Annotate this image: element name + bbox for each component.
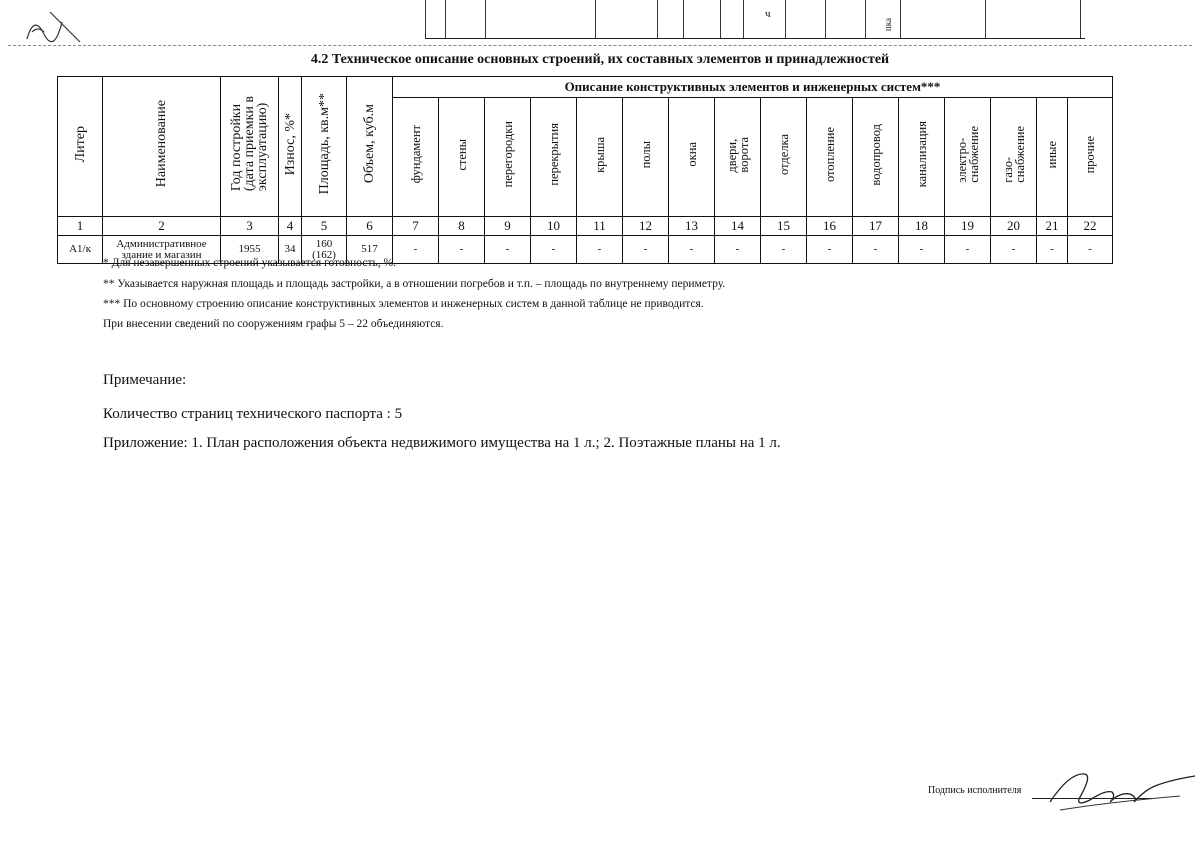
column-number-row (58, 217, 1113, 236)
col-header-electricity: электро- снабжение (945, 98, 991, 217)
cell-liter: А1/к (58, 236, 103, 264)
col-num: 13 (669, 217, 715, 236)
col-num: 18 (899, 217, 945, 236)
col-num: 16 (807, 217, 853, 236)
col-num: 12 (623, 217, 669, 236)
col-header-area: Площадь, кв.м** (302, 77, 347, 217)
cell-element: - (531, 236, 577, 264)
col-num: 10 (531, 217, 577, 236)
table-title: 4.2 Техническое описание основных строений, их составных элементов и принадлежностей (310, 52, 890, 67)
col-header-partitions: перегородки (485, 98, 531, 217)
col-num: 22 (1068, 217, 1113, 236)
col-header-volume: Объем, куб.м (347, 77, 393, 217)
top-scan-strip (425, 0, 1085, 39)
cell-element: - (853, 236, 899, 264)
col-header-windows: окна (669, 98, 715, 217)
remark-label: Примечание: (103, 372, 187, 388)
signature-scribble (1030, 762, 1200, 817)
col-num: 4 (279, 217, 302, 236)
cell-volume: 517 (347, 236, 393, 264)
col-header-liter: Литер (58, 77, 103, 217)
col-header-roof: крыша (577, 98, 623, 217)
col-num: 1 (58, 217, 103, 236)
pages-count-text: Количество страниц технического паспорта : 5 (103, 406, 403, 422)
cell-element: - (1037, 236, 1068, 264)
col-num: 21 (1037, 217, 1068, 236)
col-header-floors-slabs: перекрытия (531, 98, 577, 217)
col-header-name: Наименование (103, 77, 221, 217)
footnote-4: При внесении сведений по сооружениям графы 5 – 22 объединяются. (103, 318, 444, 330)
cell-element: - (1068, 236, 1113, 264)
col-header-misc: прочие (1068, 98, 1113, 217)
col-header-walls: стены (439, 98, 485, 217)
col-num: 17 (853, 217, 899, 236)
header-rule (8, 45, 1192, 46)
cell-name: Административное здание и магазин (103, 236, 221, 264)
footnote-3: *** По основному строению описание конструктивных элементов и инженерных систем в данной таблице не приводится. (103, 298, 704, 310)
technical-description-table (57, 76, 1113, 264)
cell-element: - (439, 236, 485, 264)
col-header-water: водопровод (853, 98, 899, 217)
appendix-text: Приложение: 1. План расположения объекта недвижимого имущества на 1 л.; 2. Поэтажные планы на 1 л. (103, 435, 781, 451)
col-header-gas: газо- снабжение (991, 98, 1037, 217)
col-header-other: иные (1037, 98, 1068, 217)
col-num: 7 (393, 217, 439, 236)
col-num: 3 (221, 217, 279, 236)
group-header: Описание конструктивных элементов и инженерных систем*** (393, 77, 1113, 98)
cell-element: - (945, 236, 991, 264)
cell-element: - (669, 236, 715, 264)
footnote-1: * Для незавершенных строений указывается готовность, %. (103, 257, 396, 269)
col-num: 2 (103, 217, 221, 236)
top-strip-label: пка (883, 18, 893, 32)
signature-label: Подпись исполнителя (928, 785, 1022, 796)
col-header-year: Год постройки (дата приемки в эксплуатацию) (221, 77, 279, 217)
cell-element: - (807, 236, 853, 264)
area-alt-value: (162) (312, 248, 336, 261)
col-num: 14 (715, 217, 761, 236)
col-header-doors: двери, ворота (715, 98, 761, 217)
col-header-foundation: фундамент (393, 98, 439, 217)
corner-scribble (22, 4, 82, 44)
col-header-sewer: канализация (899, 98, 945, 217)
top-strip-mark: ч (765, 8, 771, 20)
cell-element: - (393, 236, 439, 264)
col-num: 20 (991, 217, 1037, 236)
col-header-wear: Износ, %* (279, 77, 302, 217)
col-num: 19 (945, 217, 991, 236)
cell-element: - (577, 236, 623, 264)
col-num: 9 (485, 217, 531, 236)
cell-year: 1955 (221, 236, 279, 264)
col-num: 5 (302, 217, 347, 236)
cell-wear: 34 (279, 236, 302, 264)
cell-element: - (899, 236, 945, 264)
cell-element: - (761, 236, 807, 264)
area-value: 160 (315, 237, 333, 250)
footnote-2: ** Указывается наружная площадь и площадь застройки, а в отношении погребов и т.п. – площадь по внутреннему периметру. (103, 278, 726, 290)
col-num: 11 (577, 217, 623, 236)
col-header-floors: полы (623, 98, 669, 217)
col-num: 8 (439, 217, 485, 236)
col-num: 6 (347, 217, 393, 236)
col-header-finishing: отделка (761, 98, 807, 217)
cell-element: - (991, 236, 1037, 264)
cell-element: - (715, 236, 761, 264)
col-header-heating: отопление (807, 98, 853, 217)
col-num: 15 (761, 217, 807, 236)
cell-element: - (623, 236, 669, 264)
cell-element: - (485, 236, 531, 264)
